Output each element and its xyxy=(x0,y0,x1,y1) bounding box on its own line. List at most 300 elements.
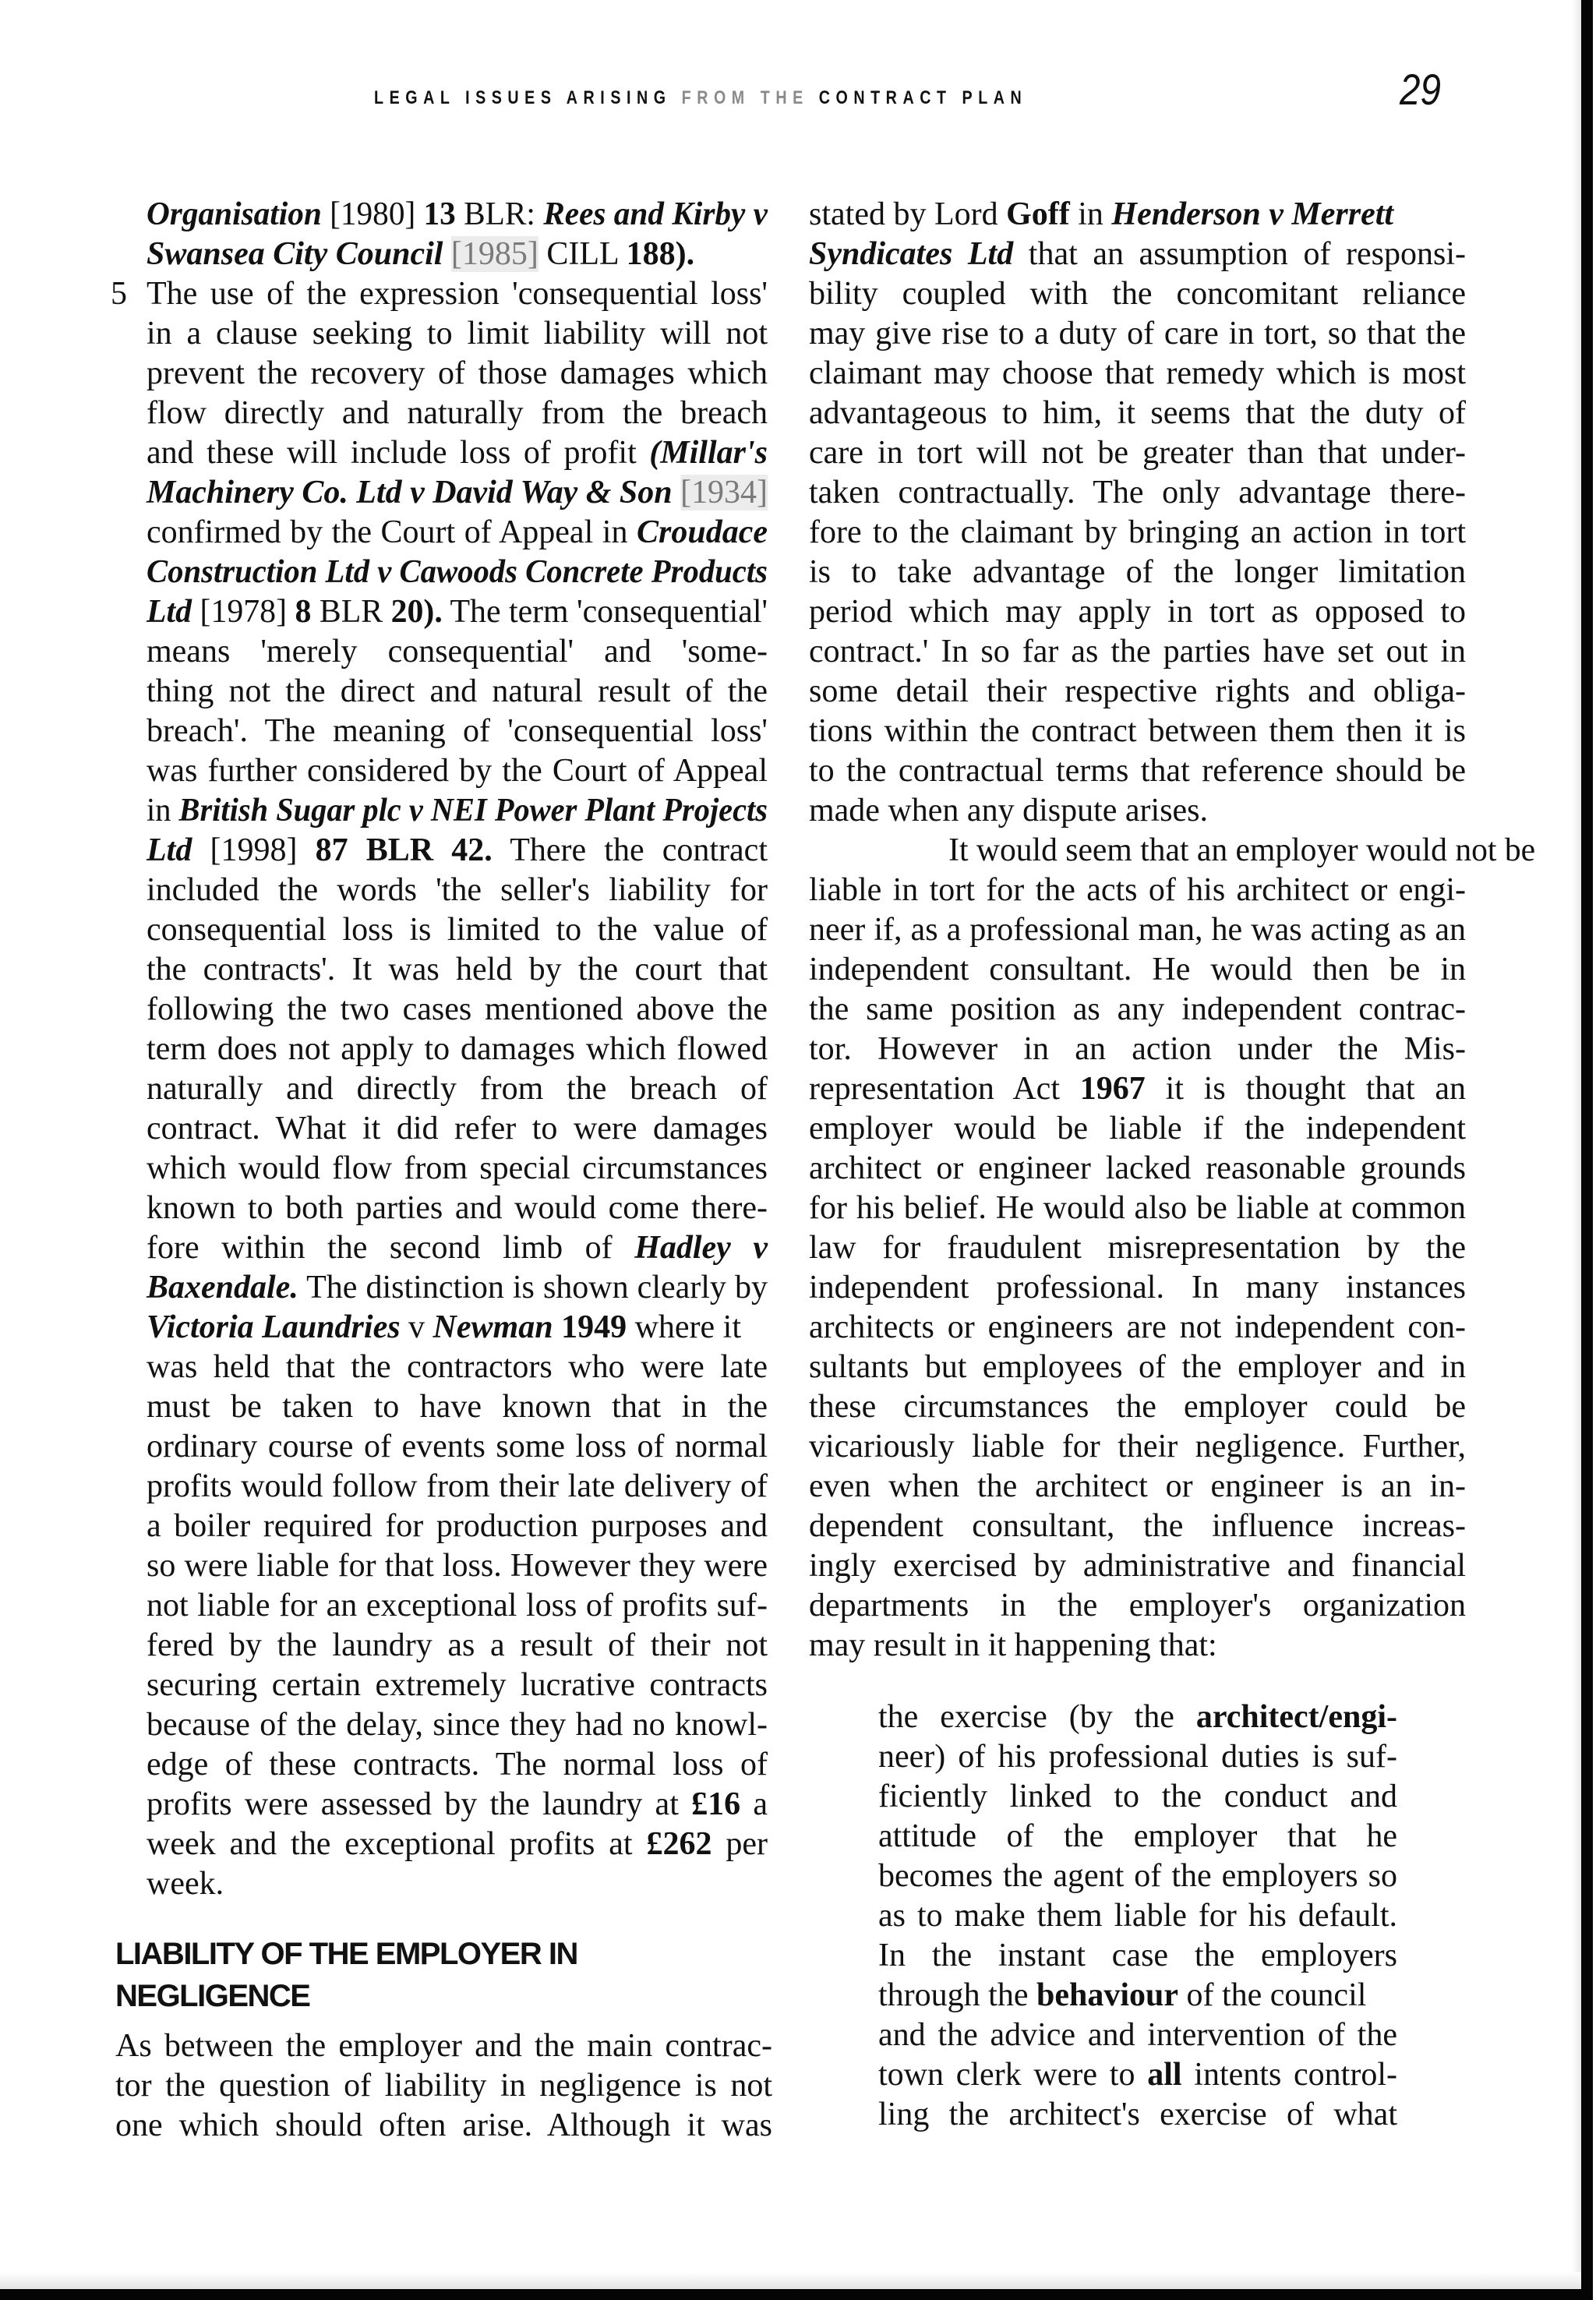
bold-text: architect/engi- xyxy=(1195,1699,1397,1735)
text-line-content xyxy=(147,1745,768,1785)
text-line xyxy=(147,712,768,751)
text-line xyxy=(809,274,1466,314)
text-line xyxy=(878,1896,1397,1936)
text-line xyxy=(809,990,1466,1030)
text-line-content xyxy=(147,1069,768,1109)
text-line xyxy=(147,1546,768,1586)
text-line-content xyxy=(878,1777,1397,1817)
text-line-content xyxy=(147,1387,768,1427)
text-line-content xyxy=(147,1586,768,1626)
text-line xyxy=(809,871,1466,910)
text-run: in a clause seeking to limit liability will not xyxy=(147,316,768,352)
text-run xyxy=(553,1309,561,1345)
text-run: BLR xyxy=(311,594,391,630)
text-line-content xyxy=(147,712,768,751)
text-run: neer if, as a professional man, he was acting as an xyxy=(809,912,1466,948)
text-line-content xyxy=(879,831,1536,871)
text-run: was further considered by the Court of Appeal xyxy=(147,753,768,789)
text-run: contract. What it did refer to were damages xyxy=(147,1111,768,1146)
text-line xyxy=(809,235,1466,274)
text-run: ordinary course of events some loss of normal xyxy=(147,1429,768,1464)
text-line xyxy=(809,1268,1466,1308)
text-line xyxy=(809,473,1466,513)
text-line-content xyxy=(878,2095,1397,2135)
text-run: The use of the expression 'consequential loss' xyxy=(147,276,768,312)
text-line-content xyxy=(809,235,1466,274)
text-run: that an assumption of responsi- xyxy=(1013,236,1466,272)
text-line-content xyxy=(147,354,768,394)
text-line-content xyxy=(878,1936,1397,1976)
text-run: CILL xyxy=(538,236,627,272)
text-line-content xyxy=(878,1817,1397,1857)
bold-text: 1967 xyxy=(1079,1071,1146,1107)
text-run: to the contractual terms that reference should be xyxy=(809,753,1466,789)
text-line xyxy=(809,712,1466,751)
text-line xyxy=(115,2066,772,2106)
bold-text: 1949 xyxy=(561,1309,627,1345)
text-line xyxy=(809,632,1466,672)
text-line xyxy=(147,314,768,354)
case-citation: British Sugar plc v NEI Power Plant Projects xyxy=(178,793,768,828)
text-line xyxy=(147,751,768,791)
text-line xyxy=(878,2095,1397,2135)
text-line-content xyxy=(147,473,768,513)
text-line-content xyxy=(147,394,768,433)
text-line-content xyxy=(809,1586,1466,1626)
text-run: departments in the employer's organization xyxy=(809,1588,1466,1623)
text-line xyxy=(878,1737,1397,1777)
text-run: and the advice and intervention of the xyxy=(878,2017,1397,2053)
text-run: There the contract xyxy=(492,832,768,868)
text-line xyxy=(147,1427,768,1467)
text-line xyxy=(878,1698,1397,1737)
text-line xyxy=(147,354,768,394)
text-line-content xyxy=(147,910,768,950)
text-line-content xyxy=(147,950,768,990)
text-run: fered by the laundry as a result of their not xyxy=(147,1627,768,1663)
text-run: through the xyxy=(878,1977,1036,2013)
text-line-content xyxy=(809,473,1466,513)
text-line-content xyxy=(809,354,1466,394)
bold-text: 188). xyxy=(626,236,695,272)
bold-text: all xyxy=(1147,2057,1182,2093)
text-line xyxy=(809,751,1466,791)
text-line-content xyxy=(878,1976,1397,2016)
text-run: thing not the direct and natural result of the xyxy=(147,673,768,709)
case-citation: Croudace xyxy=(637,514,768,550)
text-line-content xyxy=(809,513,1466,553)
text-line xyxy=(147,1348,768,1387)
text-run: consequential loss is limited to the value of xyxy=(147,912,768,948)
text-run: care in tort will not be greater than that under- xyxy=(809,435,1466,471)
running-head xyxy=(374,87,1051,115)
text-line-content xyxy=(878,2055,1397,2095)
text-line xyxy=(809,791,1466,831)
text-run: one which should often arise. Although it was xyxy=(115,2107,772,2143)
text-run: is to take advantage of the longer limitation xyxy=(809,554,1466,590)
text-run: so were liable for that loss. However they were xyxy=(147,1548,768,1584)
text-line xyxy=(147,672,768,712)
text-line-content xyxy=(147,592,768,632)
case-citation: Organisation xyxy=(147,196,322,232)
text-run: some detail their respective rights and obliga- xyxy=(809,673,1466,709)
text-run: even when the architect or engineer is an in- xyxy=(809,1468,1466,1504)
text-line xyxy=(809,1626,1466,1666)
text-run: [1978] xyxy=(192,594,295,630)
block-quote xyxy=(878,1698,1397,2135)
text-line-content xyxy=(147,195,768,235)
text-line xyxy=(147,1785,768,1825)
text-line-content xyxy=(878,2016,1397,2055)
case-citation: Baxendale. xyxy=(147,1270,298,1305)
text-line xyxy=(878,2055,1397,2095)
text-line xyxy=(115,2026,772,2066)
text-line xyxy=(809,1427,1466,1467)
text-line xyxy=(147,990,768,1030)
section-heading-line1: LIABILITY OF THE EMPLOYER IN xyxy=(115,1937,577,1971)
case-citation: (Millar's xyxy=(649,435,768,471)
text-line-content xyxy=(809,433,1466,473)
text-line-content xyxy=(809,1228,1466,1268)
bold-text: £262 xyxy=(646,1826,712,1862)
text-run: in xyxy=(1069,196,1112,232)
scan-border-right xyxy=(1581,0,1593,2295)
text-line xyxy=(147,910,768,950)
text-line xyxy=(878,1817,1397,1857)
text-line-content xyxy=(809,314,1466,354)
text-line xyxy=(147,1387,768,1427)
text-run: fore to the claimant by bringing an action in tort xyxy=(809,514,1466,550)
text-run: profits were assessed by the laundry at xyxy=(147,1786,692,1822)
text-run: independent consultant. He would then be in xyxy=(809,952,1466,987)
text-line xyxy=(809,433,1466,473)
text-run: which would flow from special circumstances xyxy=(147,1150,768,1186)
left-column xyxy=(111,195,768,1904)
text-line-content xyxy=(809,1109,1466,1149)
text-line xyxy=(147,1228,768,1268)
text-line-content xyxy=(809,394,1466,433)
text-line xyxy=(809,195,1466,235)
text-line xyxy=(809,950,1466,990)
case-citation: Swansea City Council xyxy=(147,236,443,272)
text-line xyxy=(147,553,768,592)
running-head-faded: FROM THE xyxy=(681,87,809,108)
text-run: independent professional. In many instances xyxy=(809,1270,1466,1305)
text-line xyxy=(147,1189,768,1228)
text-line-content xyxy=(147,1626,768,1666)
text-line-content xyxy=(809,1189,1466,1228)
text-line xyxy=(147,871,768,910)
case-citation: Ltd xyxy=(147,832,192,868)
text-line-content xyxy=(147,1507,768,1546)
text-line-content xyxy=(147,1268,768,1308)
text-run: confirmed by the Court of Appeal in xyxy=(147,514,637,550)
text-line xyxy=(147,195,768,235)
text-run: for his belief. He would also be liable at common xyxy=(809,1190,1466,1226)
text-line xyxy=(809,910,1466,950)
text-run: made when any dispute arises. xyxy=(809,793,1209,828)
text-run: week and the exceptional profits at xyxy=(147,1826,647,1862)
text-run: dependent consultant, the influence increas- xyxy=(809,1508,1466,1544)
text-run: contract.' In so far as the parties have set out in xyxy=(809,634,1466,670)
text-line-content xyxy=(809,1149,1466,1189)
text-line xyxy=(809,592,1466,632)
text-run: in xyxy=(147,793,179,828)
text-line-content xyxy=(809,791,1466,831)
text-line xyxy=(147,1149,768,1189)
text-run xyxy=(673,475,680,511)
text-line xyxy=(147,1467,768,1507)
text-run: It would seem that an employer would not be xyxy=(948,832,1536,868)
text-run: profits would follow from their late delivery of xyxy=(147,1468,768,1504)
text-run: the same position as any independent contrac- xyxy=(809,991,1466,1027)
faded-year: [1985] xyxy=(450,236,538,272)
text-line-content xyxy=(147,1467,768,1507)
text-run: attitude of the employer that he xyxy=(878,1818,1397,1854)
text-line-content xyxy=(147,235,768,274)
section-body xyxy=(115,2026,772,2146)
text-line-content xyxy=(809,1069,1466,1109)
text-run: of the council xyxy=(1178,1977,1367,2013)
text-run: period which may apply in tort as opposed to xyxy=(809,594,1466,630)
text-line-content xyxy=(147,672,768,712)
text-line xyxy=(147,235,768,274)
text-line xyxy=(809,1507,1466,1546)
text-line-content xyxy=(809,1030,1466,1069)
text-run: included the words 'the seller's liability for xyxy=(147,872,768,908)
bold-text: Goff xyxy=(1006,196,1070,232)
text-line xyxy=(147,1507,768,1546)
text-line-content xyxy=(147,314,768,354)
text-run: fore within the second limb of xyxy=(147,1230,635,1266)
text-run: The distinction is shown clearly by xyxy=(298,1270,768,1305)
text-line xyxy=(809,1546,1466,1586)
text-line xyxy=(809,1387,1466,1427)
text-line xyxy=(809,1109,1466,1149)
text-run: because of the delay, since they had no knowl- xyxy=(147,1707,768,1743)
text-run: per xyxy=(711,1826,768,1862)
text-line-content xyxy=(147,791,768,831)
text-line xyxy=(809,1189,1466,1228)
text-line xyxy=(147,513,768,553)
running-head-part3: CONTRACT PLAN xyxy=(808,87,1028,108)
text-line xyxy=(878,1857,1397,1896)
text-run: BLR: xyxy=(455,196,544,232)
text-run: becomes the agent of the employers so xyxy=(878,1858,1397,1894)
text-line xyxy=(147,1825,768,1864)
text-line-content xyxy=(878,1857,1397,1896)
text-run: tions within the contract between them then it is xyxy=(809,713,1466,749)
text-line-content xyxy=(147,1705,768,1745)
text-line-content xyxy=(147,1427,768,1467)
scan-border-bottom xyxy=(0,2289,1593,2300)
text-line-content xyxy=(878,1737,1397,1777)
text-line xyxy=(147,1268,768,1308)
bold-text: £16 xyxy=(691,1786,741,1822)
text-line xyxy=(111,274,768,314)
text-run: [1998] xyxy=(192,832,316,868)
text-line-content xyxy=(147,433,768,473)
text-line-content xyxy=(147,513,768,553)
text-line-content xyxy=(809,553,1466,592)
text-line xyxy=(147,1666,768,1705)
text-run: tor. However in an action under the Mis- xyxy=(809,1031,1466,1067)
text-line-content xyxy=(878,1896,1397,1936)
text-line-content xyxy=(809,1348,1466,1387)
text-line-content xyxy=(809,712,1466,751)
text-line-content xyxy=(809,1387,1466,1427)
text-line xyxy=(809,513,1466,553)
text-run: must be taken to have known that in the xyxy=(147,1389,768,1425)
text-run: ingly exercised by administrative and financial xyxy=(809,1548,1466,1584)
text-run: the contracts'. It was held by the court that xyxy=(147,952,768,987)
text-line-content xyxy=(809,274,1466,314)
text-line xyxy=(147,791,768,831)
text-run xyxy=(443,236,451,272)
text-run: following the two cases mentioned above the xyxy=(147,991,768,1027)
text-line-content xyxy=(147,751,768,791)
text-line xyxy=(115,2106,772,2146)
text-run: breach'. The meaning of 'consequential loss' xyxy=(147,713,768,749)
text-run: v xyxy=(400,1309,433,1345)
page-number: 29 xyxy=(1400,65,1441,114)
text-run: ling the architect's exercise of what xyxy=(878,2097,1397,2132)
text-run: employer would be liable if the independent xyxy=(809,1111,1466,1146)
text-line-content xyxy=(809,950,1466,990)
text-run: sultants but employees of the employer and in xyxy=(809,1349,1466,1385)
text-run: where it xyxy=(627,1309,742,1345)
text-line xyxy=(147,1586,768,1626)
text-run: and these will include loss of profit xyxy=(147,435,650,471)
section-heading xyxy=(115,1933,708,2017)
text-line xyxy=(809,553,1466,592)
text-run: liable in tort for the acts of his architect or engi- xyxy=(809,872,1466,908)
text-line xyxy=(809,1308,1466,1348)
text-run: edge of these contracts. The normal loss of xyxy=(147,1747,768,1782)
text-line-content xyxy=(147,1825,768,1864)
case-citation: Henderson v Merrett xyxy=(1111,196,1394,232)
text-line-content xyxy=(147,553,768,592)
text-line-content xyxy=(809,751,1466,791)
text-line xyxy=(878,1777,1397,1817)
text-line xyxy=(809,672,1466,712)
text-line xyxy=(147,592,768,632)
text-run: stated by Lord xyxy=(809,196,1007,232)
text-line xyxy=(147,950,768,990)
text-line-content xyxy=(115,2106,772,2146)
text-run: a xyxy=(740,1786,768,1822)
text-run: a boiler required for production purposes and xyxy=(147,1508,768,1544)
text-line xyxy=(147,433,768,473)
text-line xyxy=(147,632,768,672)
text-run: architect or engineer lacked reasonable grounds xyxy=(809,1150,1466,1186)
text-run: In the instant case the employers xyxy=(878,1938,1397,1973)
text-line-content xyxy=(809,1268,1466,1308)
text-line-content xyxy=(809,672,1466,712)
text-line xyxy=(147,1030,768,1069)
section-heading-line2: NEGLIGENCE xyxy=(115,1979,310,2013)
text-run: was held that the contractors who were late xyxy=(147,1349,768,1385)
text-line-content xyxy=(147,1228,768,1268)
text-line xyxy=(809,354,1466,394)
text-line xyxy=(147,1705,768,1745)
text-run: bility coupled with the concomitant reliance xyxy=(809,276,1466,312)
text-run: securing certain extremely lucrative contracts xyxy=(147,1667,768,1703)
case-citation: Ltd xyxy=(147,594,192,630)
text-run: these circumstances the employer could be xyxy=(809,1389,1466,1425)
text-run: as to make them liable for his default. xyxy=(878,1898,1397,1934)
text-line-content xyxy=(147,990,768,1030)
text-line-content xyxy=(809,871,1466,910)
text-run: term does not apply to damages which flowed xyxy=(147,1031,768,1067)
right-column xyxy=(809,195,1536,1666)
text-line-content xyxy=(147,871,768,910)
text-run: vicariously liable for their negligence. Further, xyxy=(809,1429,1466,1464)
text-run: it is thought that an xyxy=(1145,1071,1466,1107)
text-run: advantageous to him, it seems that the duty of xyxy=(809,395,1466,431)
text-run: week. xyxy=(147,1866,224,1902)
bold-text: 8 xyxy=(295,594,312,630)
text-line-content xyxy=(147,1666,768,1705)
text-line-content xyxy=(147,1030,768,1069)
text-run: may give rise to a duty of care in tort, so that the xyxy=(809,316,1466,352)
text-run: claimant may choose that remedy which is most xyxy=(809,355,1466,391)
text-line-content xyxy=(147,1109,768,1149)
text-line-content xyxy=(147,831,768,871)
text-line xyxy=(809,1467,1466,1507)
text-line xyxy=(878,2016,1397,2055)
case-citation: Hadley v xyxy=(634,1230,768,1266)
text-line-content xyxy=(809,990,1466,1030)
text-line-content xyxy=(115,2066,772,2106)
text-run: intents control- xyxy=(1181,2057,1397,2093)
text-line-content xyxy=(809,1507,1466,1546)
text-line-content xyxy=(147,1785,768,1825)
text-line xyxy=(809,1030,1466,1069)
text-line-content xyxy=(878,1698,1397,1737)
text-line xyxy=(878,1976,1397,2016)
text-line xyxy=(147,473,768,513)
text-line xyxy=(809,1069,1466,1109)
text-line xyxy=(809,1228,1466,1268)
text-line xyxy=(147,1626,768,1666)
text-line-content xyxy=(809,910,1466,950)
text-line xyxy=(809,314,1466,354)
text-line xyxy=(809,1586,1466,1626)
text-line-content xyxy=(147,1189,768,1228)
text-run: the exercise (by the xyxy=(878,1699,1196,1735)
bold-text: 20). xyxy=(390,594,443,630)
text-line xyxy=(809,394,1466,433)
text-line-content xyxy=(809,1626,1466,1666)
text-line xyxy=(147,394,768,433)
text-line-content xyxy=(809,1427,1466,1467)
text-run: neer) of his professional duties is suf- xyxy=(878,1739,1397,1775)
text-line xyxy=(147,1864,768,1904)
text-line-content xyxy=(147,1348,768,1387)
page-edge-shadow-right xyxy=(1572,0,1581,2295)
text-run: town clerk were to xyxy=(878,2057,1148,2093)
text-line-content xyxy=(809,592,1466,632)
case-citation: Newman xyxy=(433,1309,553,1345)
text-run: may result in it happening that: xyxy=(809,1627,1217,1663)
bold-text: 87 BLR 42. xyxy=(315,832,493,868)
text-line-content xyxy=(809,1308,1466,1348)
text-line xyxy=(809,831,1536,871)
page-edge-shadow-bottom xyxy=(0,2272,1581,2289)
case-citation: Construction Ltd v Cawoods Concrete Products xyxy=(147,554,768,590)
text-run: known to both parties and would come there- xyxy=(147,1190,768,1226)
